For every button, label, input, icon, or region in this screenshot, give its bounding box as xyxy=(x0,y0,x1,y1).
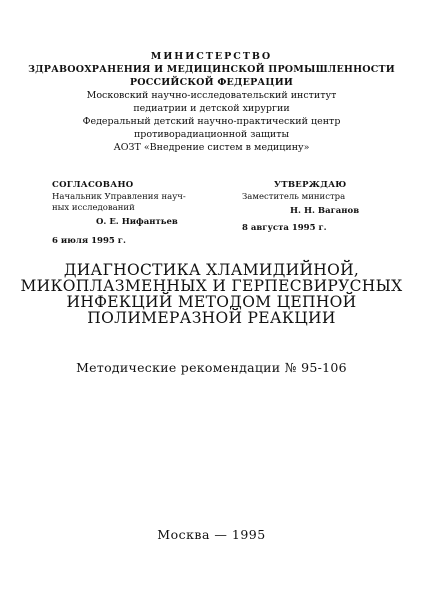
approved-block xyxy=(242,180,402,234)
title-line-2: МИКОПЛАЗМЕННЫХ И ГЕРПЕСВИРУСНЫХ xyxy=(20,277,403,295)
place-and-year: Москва — 1995 xyxy=(157,527,266,542)
institute-line-1: Московский научно-исследовательский институт xyxy=(86,90,337,101)
approved-signatory-name: Н. Н. Ваганов xyxy=(290,206,360,216)
company-line: АОЗТ «Внедрение систем в медицину» xyxy=(113,142,310,153)
ministry-name-line: ЗДРАВООХРАНЕНИЯ И МЕДИЦИНСКОЙ ПРОМЫШЛЕННОСТИ xyxy=(28,64,395,75)
center-line-1: Федеральный детский научно-практический центр xyxy=(82,116,341,127)
agreed-block xyxy=(52,180,222,247)
center-line-2: противорадиационной защиты xyxy=(133,129,290,140)
approved-title: УТВЕРЖДАЮ xyxy=(274,180,347,190)
institute-line-2: педиатрии и детской хирургии xyxy=(133,103,290,114)
title-line-1: ДИАГНОСТИКА ХЛАМИДИЙНОЙ, xyxy=(63,261,360,279)
agreed-title: СОГЛАСОВАНО xyxy=(52,180,134,190)
title-line-3: ИНФЕКЦИЙ МЕТОДОМ ЦЕПНОЙ xyxy=(66,293,357,311)
federation-line: РОССИЙСКОЙ ФЕДЕРАЦИИ xyxy=(129,77,294,88)
agreed-position-line-2: ных исследований xyxy=(52,203,135,213)
title-line-4: ПОЛИМЕРАЗНОЙ РЕАКЦИИ xyxy=(87,309,336,327)
document-title xyxy=(0,262,423,326)
agreed-signatory-name: О. Е. Нифантьев xyxy=(96,217,178,227)
document-subtitle: Методические рекомендации № 95-106 xyxy=(76,360,347,375)
approved-position-line-1: Заместитель министра xyxy=(242,192,346,202)
document-header xyxy=(0,50,423,154)
approved-date: 8 августа 1995 г. xyxy=(242,223,327,233)
agreed-position-line-1: Начальник Управления науч- xyxy=(52,192,186,202)
agreed-date: 6 июля 1995 г. xyxy=(52,236,126,246)
ministry-line: МИНИСТЕРСТВО xyxy=(150,51,273,62)
